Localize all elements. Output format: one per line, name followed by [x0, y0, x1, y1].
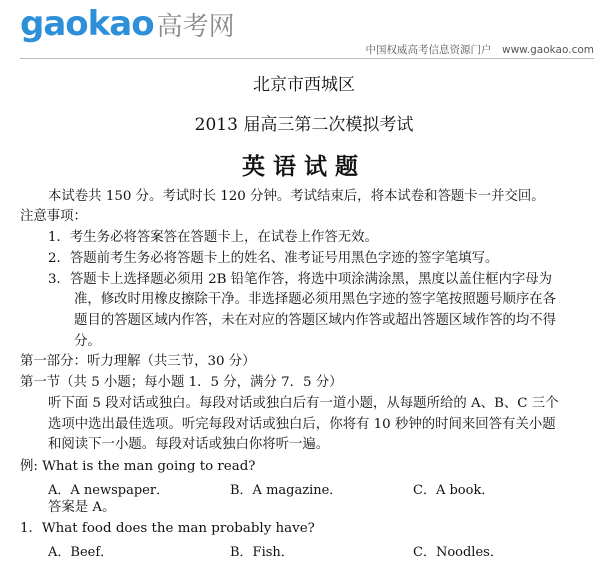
- example-question: 例: What is the man going to read?: [20, 459, 256, 474]
- logo-cjk-text: 高考网: [156, 12, 235, 42]
- site-tagline[interactable]: 中国权威高考信息资源门户 www.gaokao.com: [365, 44, 594, 56]
- example-option-a: A．A newspaper．: [48, 483, 170, 498]
- region-title: 北京市西城区: [253, 75, 355, 95]
- instructions-line-2: 选项中选出最佳选项。听完每段对话或独白后，你将有 10 秒钟的时间来回答有关小题: [48, 417, 556, 432]
- notice-item-3-line-4: 分。: [74, 334, 101, 349]
- section1-heading: 第一节（共 5 小题；每小题 1．5 分，满分 7．5 分）: [20, 375, 343, 390]
- question-1-option-b: B．Fish．: [230, 545, 294, 560]
- intro-text: 本试卷共 150 分。考试时长 120 分钟。考试结束后，将本试卷和答题卡一并交回。: [48, 189, 545, 204]
- question-1-option-c: C．Noodles．: [413, 545, 503, 560]
- example-option-c: C．A book．: [413, 483, 495, 498]
- part1-heading: 第一部分：听力理解（共三节，30 分）: [20, 354, 256, 369]
- instructions-line-1: 听下面 5 段对话或独白。每段对话或独白后有一道小题，从每题所给的 A、B、C 三个: [48, 396, 559, 411]
- subject-title: 英语试题: [242, 153, 366, 180]
- header-divider: [20, 58, 594, 59]
- example-option-b: B．A magazine．: [230, 483, 343, 498]
- notice-item-2: 2．答题前考生务必将答题卡上的姓名、准考证号用黑色字迹的签字笔填写。: [48, 251, 499, 266]
- notice-item-3-line-3: 题目的答题区域内作答，未在对应的答题区域内作答或超出答题区域作答的均不得: [74, 313, 557, 328]
- example-answer: 答案是 A。: [48, 500, 116, 515]
- site-header: [0, 0, 608, 62]
- logo-latin-text: gaokao: [20, 4, 154, 44]
- notice-item-3-line-2: 准，修改时用橡皮擦除干净。非选择题必须用黑色字迹的签字笔按照题号顺序在各: [74, 292, 557, 307]
- exam-title: 2013 届高三第二次模拟考试: [194, 115, 414, 135]
- instructions-line-3: 和阅读下一小题。每段对话或独白你将听一遍。: [48, 437, 330, 452]
- gaokao-logo[interactable]: [20, 4, 235, 44]
- question-1-option-a: A．Beef．: [48, 545, 114, 560]
- notice-item-1: 1．考生务必将答案答在答题卡上，在试卷上作答无效。: [48, 230, 378, 245]
- question-1: 1．What food does the man probably have?: [20, 521, 315, 536]
- notice-item-3-line-1: 3．答题卡上选择题必须用 2B 铅笔作答，将选中项涂满涂黑，黑度以盖住框内字母为: [48, 272, 553, 287]
- notice-heading: 注意事项：: [20, 209, 87, 224]
